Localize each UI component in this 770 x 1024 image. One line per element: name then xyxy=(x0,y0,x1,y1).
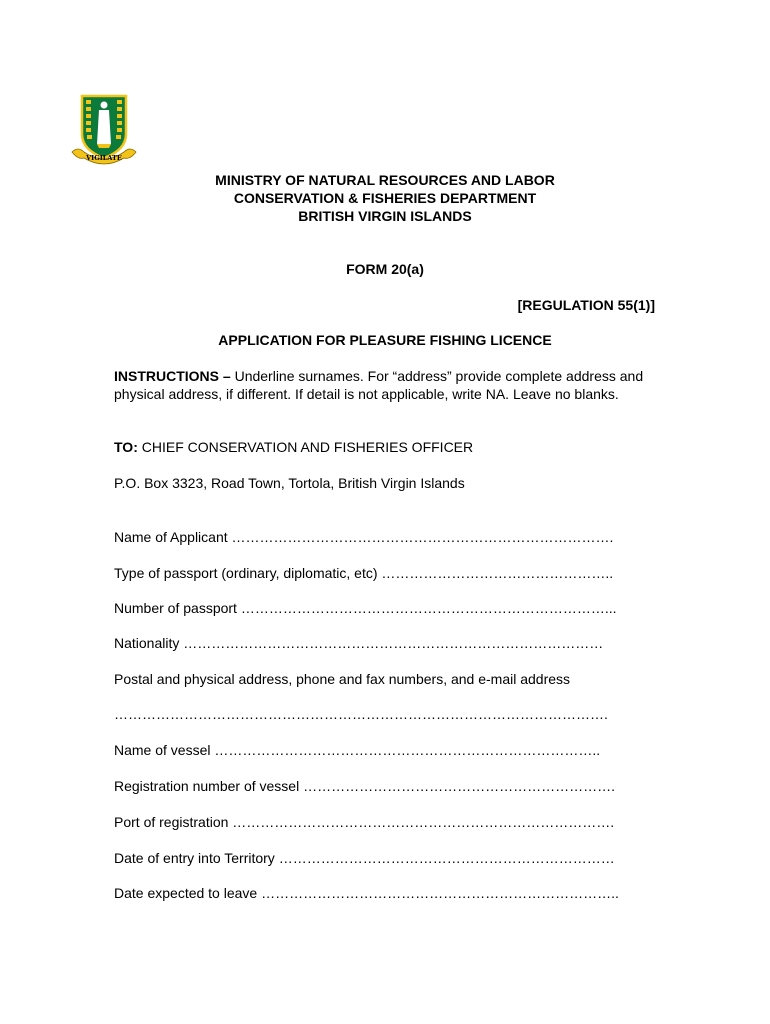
field-passport-number[interactable]: Number of passport ……………………………………………………………………... xyxy=(114,600,617,616)
form-title: APPLICATION FOR PLEASURE FISHING LICENCE xyxy=(218,332,552,348)
instructions-paragraph xyxy=(114,367,659,403)
ministry-name: MINISTRY OF NATURAL RESOURCES AND LABOR xyxy=(215,172,555,188)
field-date-expected-to-leave[interactable]: Date expected to leave ………………………………………………………………….. xyxy=(114,885,619,901)
instructions-text: Underline surnames. For “address” provide complete address and physical address, if different. If detail is not applicable, write NA. Leave no blanks. xyxy=(114,368,644,402)
department-name: CONSERVATION & FISHERIES DEPARTMENT xyxy=(233,190,537,206)
recipient-line xyxy=(114,439,473,455)
bvi-coat-of-arms xyxy=(68,94,140,168)
regulation-reference: [REGULATION 55(1)] xyxy=(517,297,655,313)
instructions-label: INSTRUCTIONS – xyxy=(114,368,231,384)
crest-motto: VIGILATE xyxy=(86,154,122,162)
field-address-line[interactable]: ……………………………………………………………………………………………. xyxy=(114,706,608,722)
field-address-label: Postal and physical address, phone and fax numbers, and e-mail address xyxy=(114,671,571,687)
coat-of-arms-image xyxy=(68,94,140,168)
field-vessel-registration-number[interactable]: Registration number of vessel …………………………………………………………. xyxy=(114,778,615,794)
recipient-address: P.O. Box 3323, Road Town, Tortola, British Virgin Islands xyxy=(114,475,465,491)
recipient-text: CHIEF CONSERVATION AND FISHERIES OFFICER xyxy=(137,439,474,455)
field-passport-type[interactable]: Type of passport (ordinary, diplomatic, etc) ………………………………………….. xyxy=(114,565,614,581)
field-port-of-registration[interactable]: Port of registration ………………………………………………………………………. xyxy=(114,814,615,830)
field-vessel-name[interactable]: Name of vessel ……………………………………………………………………….. xyxy=(114,742,601,758)
recipient-label: TO: xyxy=(114,439,138,455)
field-date-of-entry[interactable]: Date of entry into Territory ……………………………………………………………… xyxy=(114,850,615,866)
form-number: FORM 20(a) xyxy=(346,261,424,277)
field-applicant-name[interactable]: Name of Applicant ………………………………………………………………………. xyxy=(114,529,614,545)
field-nationality[interactable]: Nationality ……………………………………………………………………………… xyxy=(114,635,604,651)
territory-name: BRITISH VIRGIN ISLANDS xyxy=(298,208,472,224)
